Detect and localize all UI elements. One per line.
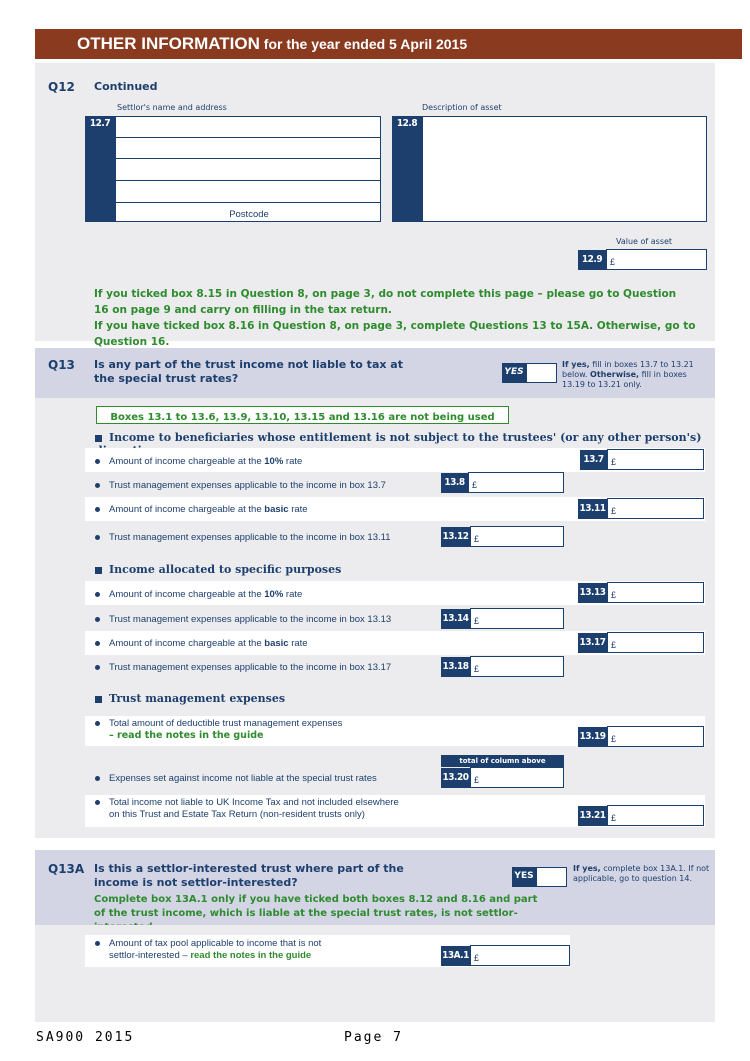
- text-fragment: Amount of income chargeable at the: [109, 589, 265, 600]
- form-code: SA900 2015: [36, 1030, 135, 1045]
- box-13-12-label: 13.12: [441, 527, 470, 547]
- bullet-icon: [95, 776, 100, 781]
- bullet-icon: [95, 459, 100, 464]
- box-13-7-label: 13.7: [580, 450, 607, 470]
- row-13-19-note: – read the notes in the guide: [109, 730, 264, 741]
- box-12-9-label: 12.9: [578, 250, 606, 270]
- text-fragment: £: [611, 457, 617, 467]
- asset-label: Description of asset: [422, 103, 502, 112]
- row-13-14-text: [95, 614, 391, 626]
- text-fragment: rate: [288, 638, 308, 649]
- bullet-icon: [95, 721, 100, 726]
- q13a-yes-label: YES: [512, 867, 536, 887]
- page-title: [77, 34, 467, 54]
- bullet-icon: [95, 641, 100, 646]
- text-fragment: £: [474, 616, 480, 626]
- text-fragment: £: [472, 480, 478, 490]
- text-fragment: If yes,: [562, 360, 590, 369]
- box-13-13-field[interactable]: [607, 582, 704, 603]
- text-fragment: £: [611, 734, 617, 744]
- bullet-icon: [95, 592, 100, 597]
- bullet-icon: [95, 800, 100, 805]
- text-fragment: for the year ended 5 April 2015: [259, 36, 468, 52]
- row-13-12-text: [95, 532, 390, 544]
- page-number: Page 7: [344, 1030, 403, 1045]
- text-fragment: fill in boxes 13.19 to 13.21 only.: [562, 370, 687, 389]
- row-13a-1-text-2: [109, 950, 311, 962]
- text-fragment: fill in boxes 13.7 to 13.21 below.: [562, 360, 694, 379]
- box-12-8-label: 12.8: [392, 116, 422, 222]
- text-fragment: rate: [283, 456, 303, 467]
- text-fragment: Trust management expenses applicable to the income in box 13.13: [109, 614, 392, 625]
- text-fragment: Total income not liable to UK Income Tax and not included elsewhere: [109, 797, 399, 808]
- text-fragment: complete box 13A.1. If not applicable, go to question 14.: [573, 864, 710, 883]
- box-13-7-field[interactable]: [607, 449, 704, 470]
- q13-question: Is any part of the trust income not liable to tax at the special trust rates?: [94, 358, 403, 385]
- box-13-8-label: 13.8: [441, 473, 468, 493]
- text-fragment: £: [611, 813, 617, 823]
- text-fragment: £: [610, 257, 616, 267]
- text-fragment: £: [611, 506, 617, 516]
- text-fragment: £: [611, 590, 617, 600]
- page-header: [35, 29, 742, 59]
- box-13-18-field[interactable]: [470, 656, 564, 677]
- q13-hint: [562, 360, 710, 390]
- square-bullet-icon: [95, 567, 102, 574]
- box-13-13-label: 13.13: [578, 583, 607, 603]
- text-fragment: Amount of income chargeable at the: [109, 456, 265, 467]
- text-fragment: Trust management expenses applicable to the income in box 13.7: [109, 480, 386, 491]
- value-of-asset-label: Value of asset: [616, 237, 673, 246]
- text-fragment: basic: [264, 504, 289, 515]
- box-13-19-label: 13.19: [578, 727, 607, 747]
- subhead-trust-management: [95, 692, 285, 705]
- bullet-icon: [95, 617, 100, 622]
- row-13a-1-text: [95, 938, 321, 950]
- text-fragment: Otherwise,: [590, 370, 640, 379]
- text-fragment: If yes,: [573, 864, 601, 873]
- q13-yes-label: YES: [502, 363, 526, 383]
- q13a-yes-checkbox[interactable]: [536, 867, 567, 887]
- q13a-question: Is this a settlor-interested trust where part of the income is not settlor-interested?: [94, 862, 404, 889]
- text-fragment: £: [474, 664, 480, 674]
- text-fragment: £: [474, 775, 480, 785]
- text-fragment: Amount of income chargeable at the: [109, 504, 265, 515]
- q13a-label: Q13A: [48, 862, 85, 876]
- box-13a-1-field[interactable]: [470, 945, 570, 966]
- row-13-18-text: [95, 662, 391, 674]
- box-13-18-label: 13.18: [441, 657, 470, 677]
- text-fragment: 10%: [264, 589, 284, 600]
- bullet-icon: [95, 535, 100, 540]
- box-13-8-field[interactable]: [468, 472, 564, 493]
- box-13-17-field[interactable]: [607, 632, 704, 653]
- value-of-asset-field[interactable]: [606, 249, 707, 270]
- square-bullet-icon: [95, 435, 102, 442]
- text-fragment: £: [474, 953, 480, 963]
- text-fragment: £: [474, 534, 480, 544]
- text-fragment: read the notes in the guide: [190, 950, 312, 961]
- q12-note-1: If you ticked box 8.15 in Question 8, on page 3, do not complete this page – please go to Question 16 on page 9 and carry on filling in the tax return.: [94, 288, 677, 316]
- q12-title: Continued: [94, 80, 158, 93]
- box-13a-1-label: 13A.1: [441, 946, 470, 966]
- q12-note-2: If you have ticked box 8.16 in Question 8, on page 3, complete Questions 13 to 15A. Otherwise, go to Question 16.: [94, 320, 696, 348]
- settlor-label: Settlor's name and address: [117, 103, 227, 112]
- text-fragment: rate: [288, 504, 308, 515]
- row-13-8-text: [95, 480, 386, 492]
- box-13-14-label: 13.14: [441, 609, 470, 629]
- q13-label: Q13: [48, 358, 75, 372]
- text-fragment: Total amount of deductible trust management expenses: [109, 718, 343, 729]
- text-fragment: Amount of tax pool applicable to income that is not: [109, 938, 322, 949]
- text-fragment: Income to beneficiaries whose entitlement is not subject to the trustees' (or any other person's): [109, 431, 702, 444]
- postcode-label: Postcode: [229, 209, 269, 220]
- text-fragment: Boxes 13.1 to 13.6, 13.9, 13.10, 13.15 and 13.16 are not being used: [110, 412, 495, 423]
- boxes-not-used-notice: [96, 406, 509, 424]
- box-13-20-label: 13.20: [441, 768, 470, 788]
- bullet-icon: [95, 483, 100, 488]
- text-fragment: £: [611, 640, 617, 650]
- box-13-19-field[interactable]: [607, 726, 704, 747]
- q13-yes-checkbox[interactable]: [526, 363, 557, 383]
- q13a-note: Complete box 13A.1 only if you have ticked both boxes 8.12 and 8.16 and part of the trust income, which is liable at the special trust rates, is not settlor-: [94, 894, 538, 919]
- total-column-header: total of column above: [441, 755, 564, 767]
- bullet-icon: [95, 941, 100, 946]
- bullet-icon: [95, 665, 100, 670]
- row-13-20-text: [95, 773, 377, 785]
- row-13-21-text: [95, 797, 399, 809]
- text-fragment: Trust management expenses applicable to the income in box 13.17: [109, 662, 392, 673]
- text-fragment: basic: [264, 638, 289, 649]
- row-13-17-text: [95, 638, 308, 650]
- box-13-21-label: 13.21: [578, 806, 607, 826]
- box-13-20-field[interactable]: [470, 767, 564, 788]
- text-fragment: OTHER INFORMATION: [77, 34, 260, 53]
- q12-label: Q12: [48, 80, 75, 94]
- box-13-11-label: 13.11: [578, 499, 607, 519]
- box-13-17-label: 13.17: [578, 633, 607, 653]
- settlor-name-address-field[interactable]: [115, 116, 381, 222]
- bullet-icon: [95, 507, 100, 512]
- text-fragment: 10%: [264, 456, 284, 467]
- box-12-7-label: 12.7: [85, 116, 115, 222]
- text-fragment: Trust management expenses applicable to the income in box 13.11: [109, 532, 391, 543]
- subhead-specific-purposes: [95, 563, 341, 576]
- text-fragment: settlor-interested –: [109, 950, 191, 961]
- description-of-asset-field[interactable]: [422, 116, 707, 222]
- row-13-11-text: [95, 504, 308, 516]
- box-13-11-field[interactable]: [607, 498, 704, 519]
- box-13-21-field[interactable]: [607, 805, 704, 826]
- text-fragment: rate: [283, 589, 303, 600]
- square-bullet-icon: [95, 696, 102, 703]
- row-13-7-text: [95, 456, 302, 468]
- box-13-14-field[interactable]: [470, 608, 564, 629]
- box-13-12-field[interactable]: [470, 526, 564, 547]
- text-fragment: Expenses set against income not liable at the special trust rates: [109, 773, 377, 784]
- text-fragment: Amount of income chargeable at the: [109, 638, 265, 649]
- text-fragment: Income allocated to specific purposes: [109, 563, 342, 576]
- text-fragment: Trust management expenses: [109, 692, 286, 705]
- row-13-13-text: [95, 589, 302, 601]
- row-13-21-text-2: on this Trust and Estate Tax Return (non-resident trusts only): [109, 809, 365, 820]
- q13a-hint: [573, 864, 713, 884]
